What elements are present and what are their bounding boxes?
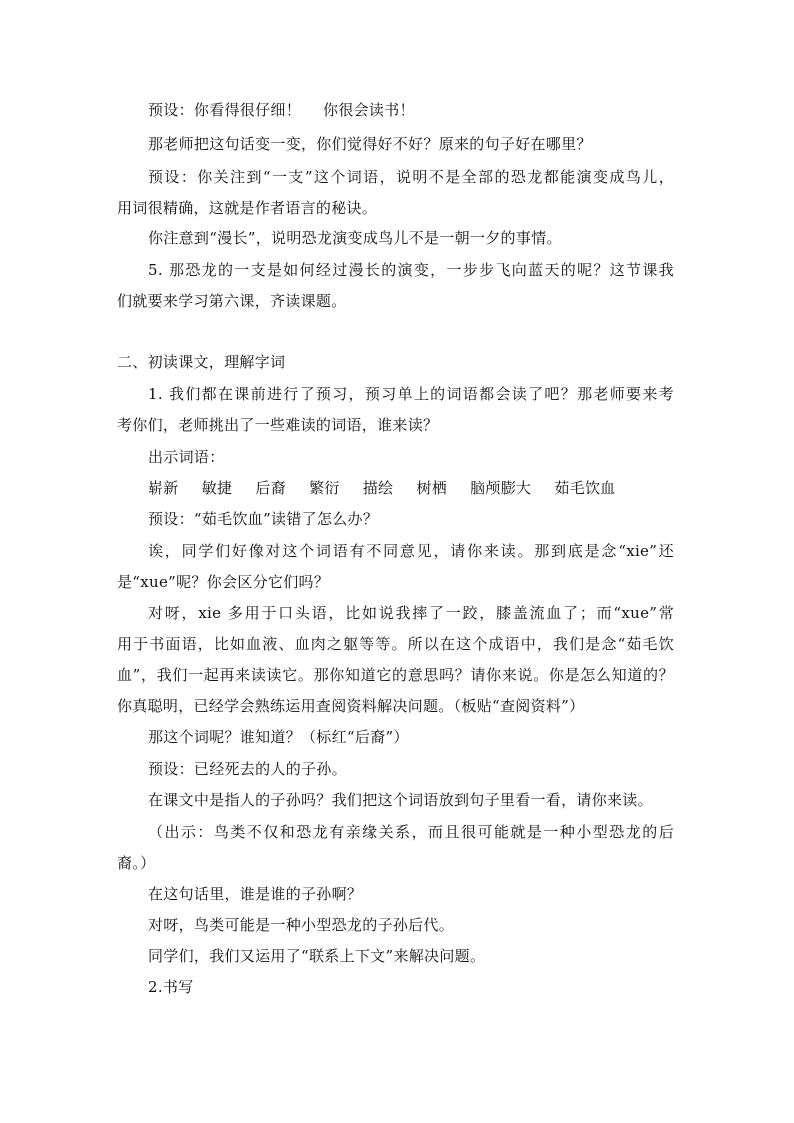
paragraph-line: 对呀，xie 多用于口头语，比如说我摔了一跤，膝盖流血了；而“xue”常	[148, 604, 674, 622]
vocabulary-word: 繁衍	[309, 479, 340, 497]
vocabulary-word: 敏捷	[201, 479, 233, 497]
vocabulary-word: 树栖	[416, 479, 448, 497]
paragraph-line: 5. 那恐龙的一支是如何经过漫长的演变，一步步飞向蓝天的呢？这节课我	[148, 261, 674, 279]
paragraph: 同学们，我们又运用了“联系上下文”来解决问题。	[148, 947, 486, 965]
vocabulary-word: 后裔	[255, 479, 286, 497]
show-words-label: 出示词语：	[148, 448, 225, 466]
paragraph: 预设：已经死去的人的子孙。	[148, 760, 347, 778]
paragraph-line: （出示：鸟类不仅和恐龙有亲缘关系，而且很可能就是一种小型恐龙的后	[148, 823, 674, 841]
paragraph-line: 血”，我们一起再来读读它。那你知道它的意思吗？请你来说。你是怎么知道的？	[117, 666, 674, 684]
vocabulary-word: 茹毛饮血	[554, 479, 616, 497]
paragraph: 对呀，鸟类可能是一种小型恐龙的子孙后代。	[148, 916, 455, 934]
vocabulary-word: 崭新	[148, 479, 179, 497]
paragraph: 那这个词呢？谁知道？（标红“后裔”）	[148, 728, 409, 746]
preset-praise-line	[0, 100, 794, 120]
vocabulary-list	[0, 478, 794, 498]
vocabulary-word: 脑颅膨大	[470, 479, 532, 497]
paragraph-line: 用于书面语，比如血液、血肉之躯等等。所以在这个成语中，我们是念“茹毛饮	[117, 635, 674, 653]
paragraph: 你注意到“漫长”，说明恐龙演变成鸟儿不是一朝一夕的事情。	[148, 229, 562, 247]
paragraph-line: 考你们，老师挑出了一些难读的词语，谁来读？	[117, 416, 439, 434]
paragraph: 那老师把这句话变一变，你们觉得好不好？原来的句子好在哪里？	[148, 135, 592, 153]
paragraph: 预设：“茹毛饮血”读错了怎么办？	[148, 510, 379, 528]
paragraph-line: 预设：你关注到“一支”这个词语，说明不是全部的恐龙都能演变成鸟儿，	[148, 168, 674, 186]
paragraph: 在课文中是指人的子孙吗？我们把这个词语放到句子里看一看，请你来读。	[148, 791, 653, 809]
paragraph-line: 1. 我们都在课前进行了预习，预习单上的词语都会读了吧？那老师要来考	[148, 385, 674, 403]
paragraph-line: 诶，同学们好像对这个词语有不同意见，请你来读。那到底是念“xie”还	[148, 542, 674, 560]
section-heading: 二、初读课文，理解字词	[117, 353, 286, 371]
paragraph-line: 是“xue”呢？你会区分它们吗？	[117, 573, 330, 591]
paragraph: 在这句话里，谁是谁的子孙啊？	[148, 885, 363, 903]
paragraph-line: 你真聪明，已经学会熟练运用查阅资料解决问题。（板贴“查阅资料”）	[117, 697, 585, 715]
paragraph-line: 用词很精确，这就是作者语言的秘诀。	[117, 199, 378, 217]
paragraph-line: 裔。）	[117, 854, 156, 872]
vocabulary-word: 描绘	[362, 479, 394, 497]
subsection-heading: 2.书写	[148, 978, 194, 996]
preset-praise-text-2: 你很会读书！	[323, 101, 415, 119]
preset-praise-text-1: 预设：你看得很仔细！	[148, 101, 302, 119]
paragraph-line: 们就要来学习第六课，齐读课题。	[117, 292, 347, 310]
